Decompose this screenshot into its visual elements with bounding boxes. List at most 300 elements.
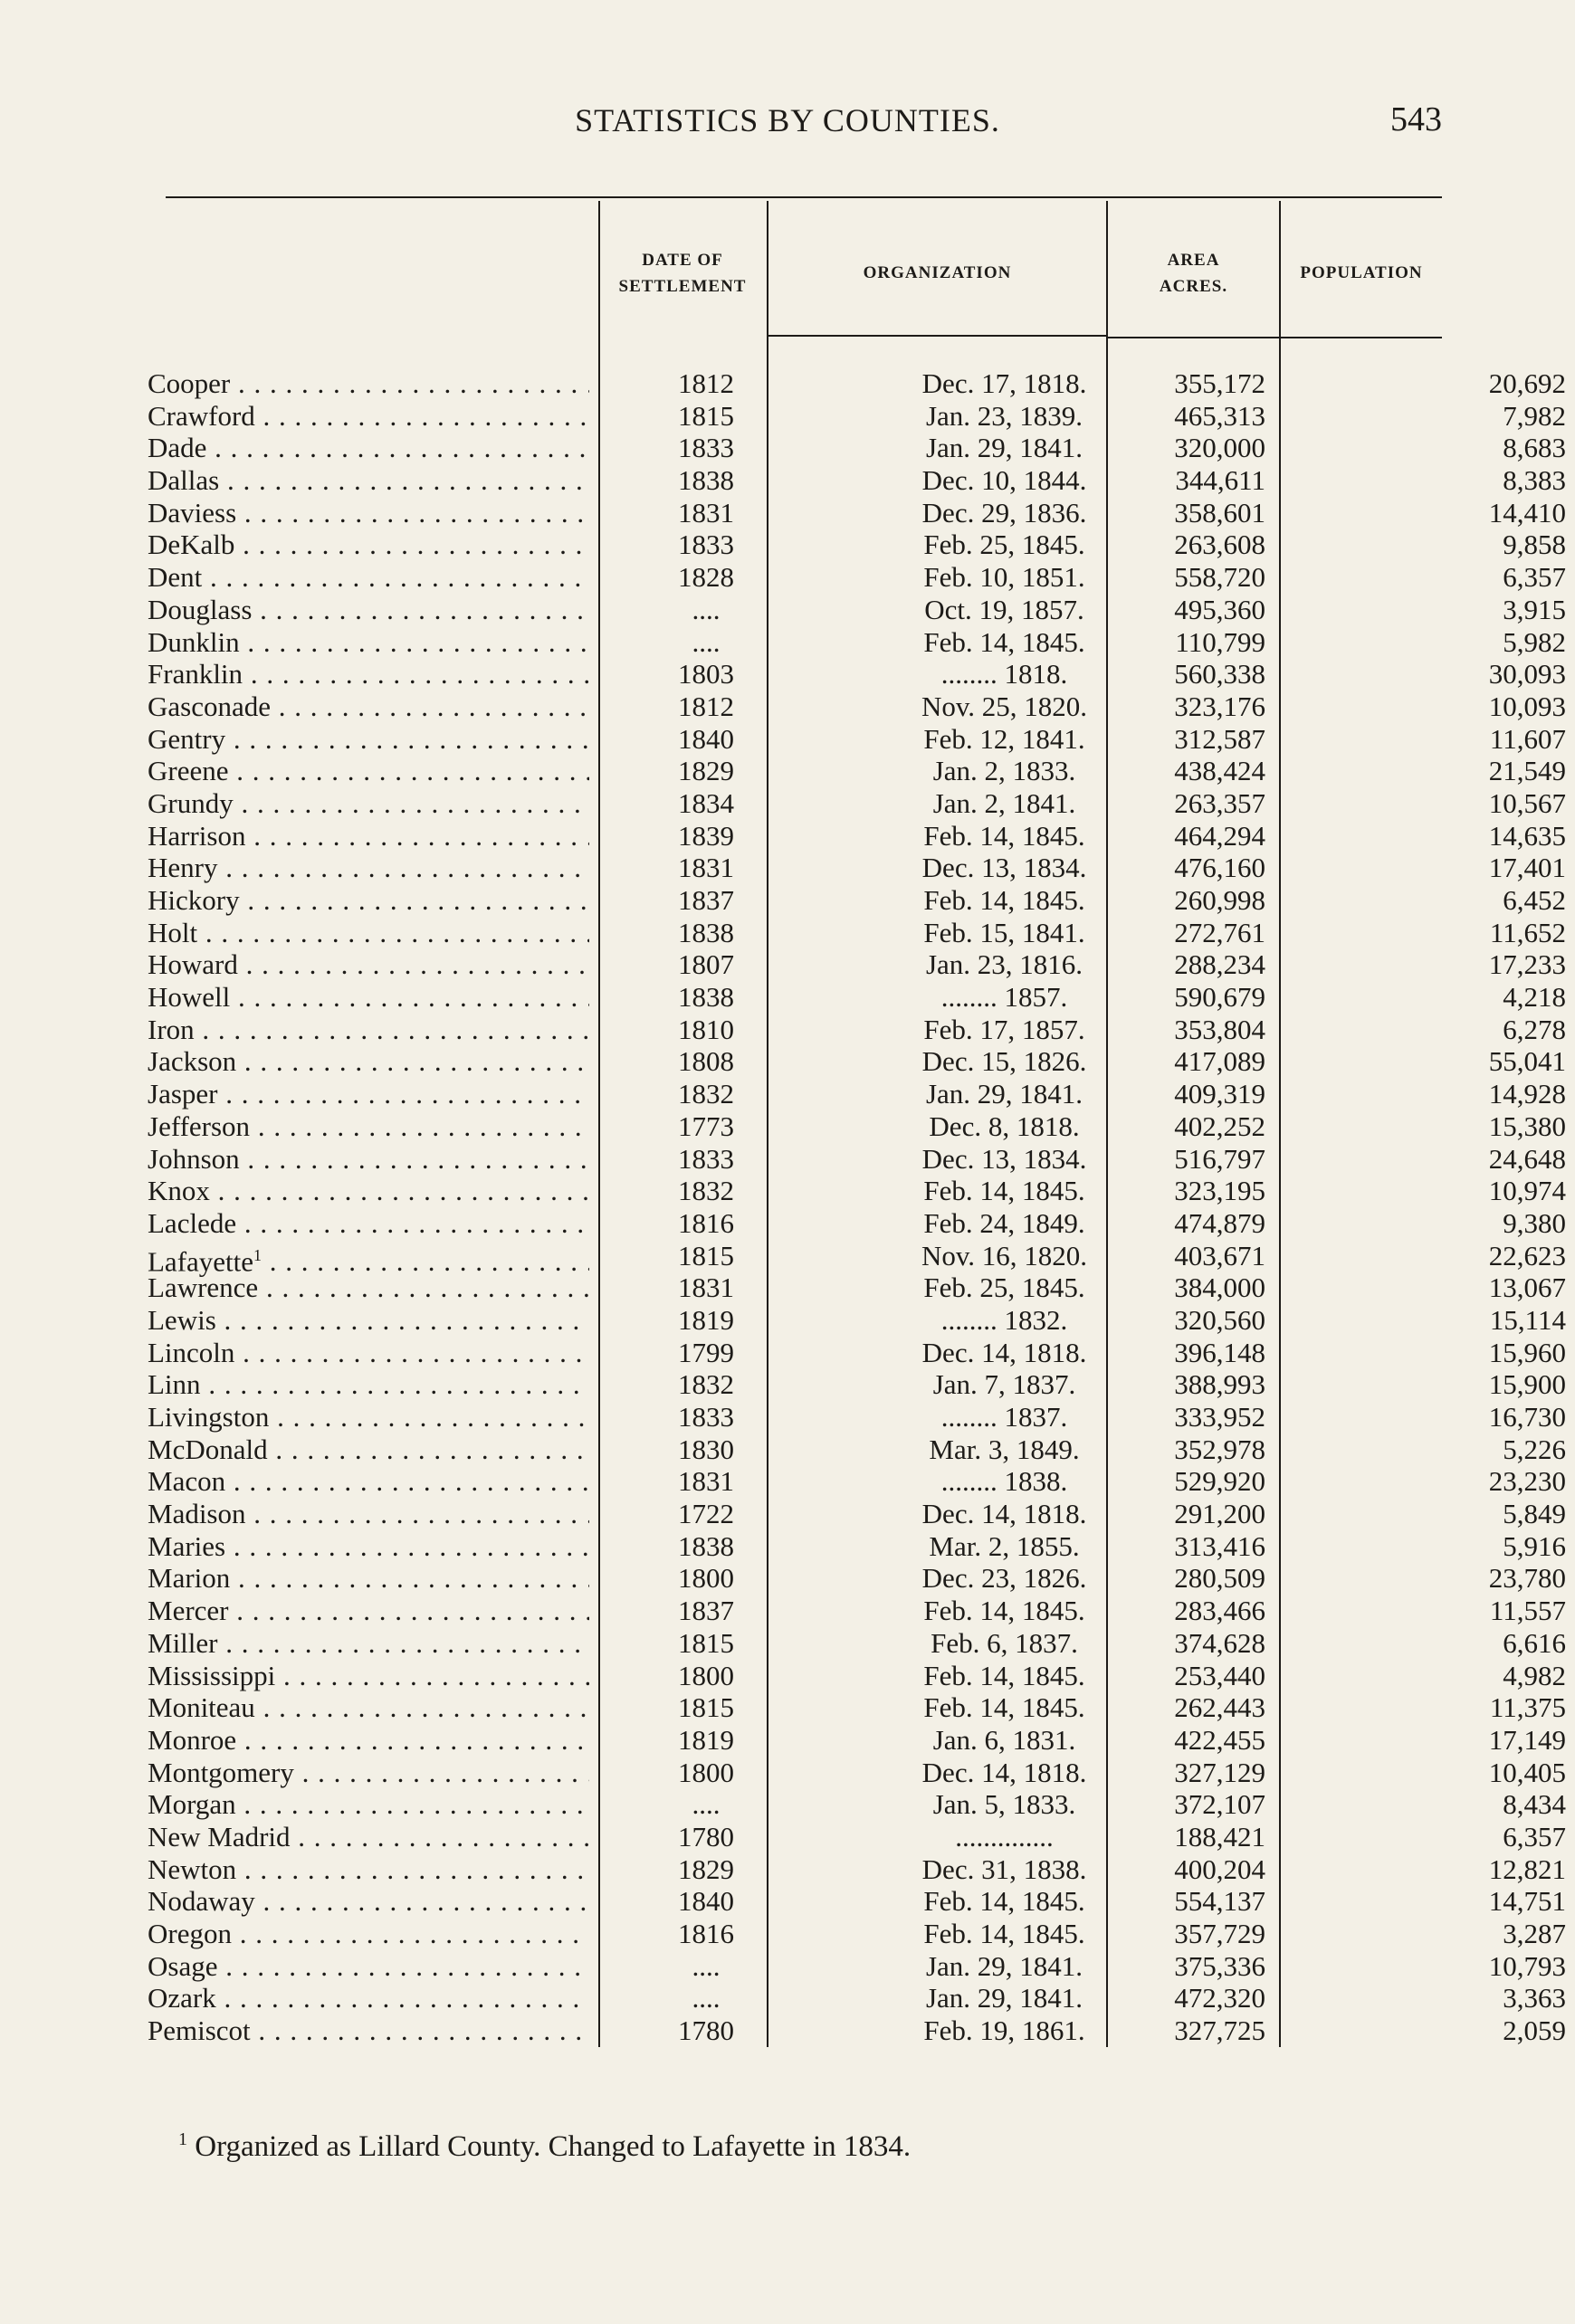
area-acres: 388,993 [1174, 1368, 1265, 1401]
population-value: 10,974 [1488, 1175, 1566, 1207]
organization-date: ........ 1832. [940, 1303, 1068, 1336]
population-value: 30,093 [1488, 658, 1566, 691]
header-settlement-line1: DATE OF [642, 250, 723, 270]
area-acres: 422,455 [1174, 1723, 1265, 1756]
area-acres: 417,089 [1174, 1045, 1265, 1078]
settlement-date: 1837 [678, 884, 734, 916]
settlement-date: 1780 [678, 1820, 734, 1853]
county-name: Newton . . . [148, 1853, 589, 1886]
area-acres: 327,129 [1174, 1756, 1265, 1788]
population-value: 15,380 [1488, 1110, 1566, 1142]
county-name: Madison . . . [148, 1498, 589, 1530]
population-value: 14,635 [1488, 819, 1566, 852]
area-acres: 474,879 [1174, 1206, 1265, 1239]
population-value: 17,401 [1488, 852, 1566, 884]
area-acres: 291,200 [1174, 1498, 1265, 1530]
organization-date: Mar. 2, 1855. [929, 1529, 1080, 1562]
organization-date: Feb. 15, 1841. [923, 916, 1085, 948]
header-area-acres [1108, 210, 1279, 337]
organization-date: Jan. 29, 1841. [925, 432, 1083, 464]
table-row [148, 1045, 1566, 1078]
header-rule [768, 335, 1106, 337]
population-value: 23,230 [1488, 1465, 1566, 1498]
organization-date: Feb. 14, 1845. [923, 625, 1085, 658]
county-name: Miller . . . [148, 1627, 589, 1660]
county-name: Lafayette$^1$ . . . [148, 1240, 589, 1278]
settlement-date: 1799 [678, 1336, 734, 1368]
area-acres: 357,729 [1174, 1918, 1265, 1949]
population-value: 12,821 [1488, 1853, 1566, 1885]
county-name: Gentry . . . [148, 723, 589, 756]
area-acres: 188,421 [1174, 1820, 1265, 1853]
settlement-date: 1800 [678, 1756, 734, 1788]
population-value: 11,375 [1489, 1691, 1566, 1724]
settlement-date: 1815 [678, 1626, 734, 1659]
footnote-marker: 1 [178, 2129, 187, 2149]
county-name: Marion . . . [148, 1562, 589, 1595]
population-value: 22,623 [1488, 1239, 1566, 1272]
settlement-date: 1815 [678, 1691, 734, 1724]
population-value: 17,149 [1488, 1723, 1566, 1756]
table-row [148, 1401, 1566, 1433]
organization-date: Dec. 15, 1826. [921, 1045, 1087, 1078]
settlement-date: 1833 [678, 432, 734, 464]
table-row [148, 1303, 1566, 1337]
header-population-label: POPULATION [1300, 263, 1423, 283]
settlement-date: 1815 [678, 1239, 734, 1272]
organization-date: Dec. 31, 1838. [921, 1853, 1087, 1885]
settlement-date: 1803 [678, 658, 734, 691]
organization-date: Jan. 2, 1833. [932, 755, 1076, 787]
table-row [148, 464, 1566, 497]
settlement-date: 1832 [678, 1368, 734, 1401]
table-row [148, 1336, 1566, 1369]
area-acres: 320,000 [1174, 432, 1265, 464]
population-value: 3,915 [1503, 593, 1566, 625]
organization-date: Oct. 19, 1857. [924, 593, 1084, 625]
area-acres: 323,195 [1174, 1175, 1265, 1207]
settlement-date: 1831 [678, 1465, 734, 1498]
county-name: Grundy . . . [148, 787, 589, 820]
table-row [148, 722, 1566, 756]
area-acres: 333,952 [1174, 1401, 1265, 1433]
table-row [148, 1885, 1566, 1918]
table-row [148, 593, 1566, 626]
population-value: 4,982 [1503, 1659, 1566, 1691]
area-acres: 403,671 [1174, 1239, 1265, 1272]
county-name: Monroe . . . [148, 1724, 589, 1757]
area-acres: 280,509 [1174, 1562, 1265, 1595]
population-value: 8,683 [1503, 432, 1566, 464]
organization-date: Jan. 2, 1841. [932, 786, 1076, 819]
population-value: 5,849 [1503, 1498, 1566, 1530]
area-acres: 554,137 [1174, 1885, 1265, 1918]
county-name: Cooper . . . [148, 367, 589, 400]
settlement-date: 1812 [678, 690, 734, 722]
settlement-date: 1810 [678, 1013, 734, 1045]
area-acres: 400,204 [1174, 1853, 1265, 1885]
settlement-date: .... [692, 1982, 721, 2014]
county-name: Pemiscot . . . [148, 2014, 589, 2047]
table-row [148, 2014, 1566, 2047]
county-name: Iron . . . [148, 1014, 589, 1046]
settlement-date: 1722 [678, 1498, 734, 1530]
settlement-date: 1840 [678, 722, 734, 755]
area-acres: 344,611 [1175, 464, 1265, 497]
area-acres: 590,679 [1174, 981, 1265, 1014]
organization-date: Feb. 14, 1845. [923, 1918, 1085, 1949]
county-name: Daviess . . . [148, 497, 589, 529]
table-row [148, 367, 1566, 400]
county-table [148, 367, 1566, 2047]
county-name: Lewis . . . [148, 1304, 589, 1337]
organization-date: Jan. 23, 1839. [925, 399, 1083, 432]
county-name: Ozark . . . [148, 1982, 589, 2014]
organization-date: .............. [955, 1820, 1054, 1853]
organization-date: Feb. 24, 1849. [923, 1206, 1085, 1239]
table-top-rule [166, 196, 1442, 198]
area-acres: 396,148 [1174, 1336, 1265, 1368]
population-value: 10,793 [1488, 1949, 1566, 1982]
table-row [148, 755, 1566, 787]
population-value: 21,549 [1488, 755, 1566, 787]
table-row [148, 1013, 1566, 1046]
county-name: Henry . . . [148, 852, 589, 884]
table-row [148, 884, 1566, 917]
county-name: Jackson . . . [148, 1045, 589, 1078]
settlement-date: 1834 [678, 786, 734, 819]
area-acres: 560,338 [1174, 658, 1265, 691]
population-value: 9,858 [1503, 529, 1566, 561]
county-name: Harrison . . . [148, 820, 589, 852]
table-row [148, 1820, 1566, 1853]
population-value: 10,567 [1488, 786, 1566, 819]
table-row [148, 1562, 1566, 1595]
county-name: Holt . . . [148, 917, 589, 949]
organization-date: Jan. 7, 1837. [932, 1368, 1076, 1401]
area-acres: 283,466 [1174, 1595, 1265, 1627]
organization-date: ........ 1837. [940, 1401, 1068, 1433]
area-acres: 372,107 [1174, 1788, 1265, 1821]
population-value: 16,730 [1488, 1401, 1566, 1433]
organization-date: Jan. 5, 1833. [932, 1788, 1076, 1821]
organization-date: Feb. 14, 1845. [923, 1659, 1085, 1691]
settlement-date: 1828 [678, 561, 734, 594]
area-acres: 375,336 [1174, 1949, 1265, 1982]
settlement-date: 1838 [678, 981, 734, 1014]
population-value: 10,405 [1488, 1756, 1566, 1788]
table-row [148, 561, 1566, 594]
table-row [148, 658, 1566, 691]
header-area-line1: AREA [1167, 250, 1220, 270]
settlement-date: 1831 [678, 1272, 734, 1304]
county-name: Montgomery . . . [148, 1757, 589, 1789]
table-row [148, 690, 1566, 723]
organization-date: Feb. 25, 1845. [923, 529, 1085, 561]
header-rule [1108, 337, 1442, 338]
area-acres: 495,360 [1174, 593, 1265, 625]
settlement-date: 1839 [678, 819, 734, 852]
area-acres: 263,608 [1174, 529, 1265, 561]
county-name: New Madrid . . . [148, 1821, 589, 1853]
population-value: 6,357 [1503, 1820, 1566, 1853]
page-title: STATISTICS BY COUNTIES. [575, 102, 1000, 138]
population-value: 24,648 [1488, 1142, 1566, 1175]
organization-date: Dec. 10, 1844. [921, 464, 1087, 497]
header-organization [768, 210, 1106, 337]
organization-date: Mar. 3, 1849. [929, 1433, 1080, 1465]
county-name: Mississippi . . . [148, 1660, 589, 1692]
area-acres: 263,357 [1174, 786, 1265, 819]
population-value: 4,218 [1503, 981, 1566, 1014]
settlement-date: 1812 [678, 367, 734, 399]
organization-date: Nov. 16, 1820. [921, 1239, 1088, 1272]
table-row [148, 1110, 1566, 1143]
organization-date: ........ 1818. [940, 658, 1068, 691]
table-row [148, 819, 1566, 852]
population-value: 6,357 [1503, 561, 1566, 594]
footnote-ref: 1 [253, 1245, 262, 1264]
table-row [148, 981, 1566, 1014]
population-value: 20,692 [1488, 367, 1566, 399]
county-name: Linn . . . [148, 1368, 589, 1401]
settlement-date: .... [692, 593, 721, 625]
area-acres: 288,234 [1174, 948, 1265, 981]
population-value: 11,652 [1489, 916, 1566, 948]
settlement-date: 1832 [678, 1175, 734, 1207]
population-value: 14,751 [1488, 1885, 1566, 1918]
organization-date: Dec. 14, 1818. [921, 1498, 1087, 1530]
settlement-date: .... [692, 1949, 721, 1982]
area-acres: 558,720 [1174, 561, 1265, 594]
area-acres: 402,252 [1174, 1110, 1265, 1142]
settlement-date: 1829 [678, 1853, 734, 1885]
organization-date: Feb. 25, 1845. [923, 1272, 1085, 1304]
area-acres: 272,761 [1174, 916, 1265, 948]
table-row [148, 948, 1566, 981]
area-acres: 260,998 [1174, 884, 1265, 916]
population-value: 8,434 [1503, 1788, 1566, 1821]
population-value: 5,226 [1503, 1433, 1566, 1465]
population-value: 3,363 [1503, 1982, 1566, 2014]
organization-date: ........ 1838. [940, 1465, 1068, 1498]
population-value: 8,383 [1503, 464, 1566, 497]
table-row [148, 1175, 1566, 1207]
county-name: Lincoln . . . [148, 1337, 589, 1369]
organization-date: Feb. 14, 1845. [923, 819, 1085, 852]
table-row [148, 1142, 1566, 1176]
table-row [148, 916, 1566, 949]
county-name: Jefferson . . . [148, 1110, 589, 1143]
table-row [148, 1239, 1566, 1277]
table-row [148, 1595, 1566, 1627]
county-name: Moniteau . . . [148, 1691, 589, 1724]
organization-date: Dec. 14, 1818. [921, 1756, 1087, 1788]
area-acres: 465,313 [1174, 399, 1265, 432]
population-value: 55,041 [1488, 1045, 1566, 1078]
area-acres: 327,725 [1174, 2014, 1265, 2047]
settlement-date: 1807 [678, 948, 734, 981]
settlement-date: 1833 [678, 1142, 734, 1175]
population-value: 6,616 [1503, 1626, 1566, 1659]
area-acres: 313,416 [1174, 1529, 1265, 1562]
table-row [148, 1756, 1566, 1789]
area-acres: 409,319 [1174, 1078, 1265, 1110]
area-acres: 253,440 [1174, 1659, 1265, 1691]
settlement-date: 1840 [678, 1885, 734, 1918]
population-value: 11,607 [1489, 722, 1566, 755]
area-acres: 320,560 [1174, 1303, 1265, 1336]
table-row [148, 1949, 1566, 1983]
table-row [148, 1206, 1566, 1240]
table-row [148, 496, 1566, 529]
area-acres: 516,797 [1174, 1142, 1265, 1175]
settlement-date: 1773 [678, 1110, 734, 1142]
settlement-date: 1830 [678, 1433, 734, 1465]
area-acres: 476,160 [1174, 852, 1265, 884]
organization-date: Jan. 29, 1841. [925, 1078, 1083, 1110]
county-name: Macon . . . [148, 1465, 589, 1498]
settlement-date: .... [692, 1788, 721, 1821]
header-date-of-settlement [598, 210, 767, 337]
table-row [148, 1659, 1566, 1692]
population-value: 6,278 [1503, 1013, 1566, 1045]
settlement-date: 1815 [678, 399, 734, 432]
table-row [148, 1529, 1566, 1563]
county-name: Douglass . . . [148, 594, 589, 626]
area-acres: 262,443 [1174, 1691, 1265, 1724]
organization-date: Feb. 14, 1845. [923, 1595, 1085, 1627]
area-acres: 353,804 [1174, 1013, 1265, 1045]
area-acres: 312,587 [1174, 722, 1265, 755]
county-name: Dade . . . [148, 432, 589, 464]
area-acres: 384,000 [1174, 1272, 1265, 1304]
settlement-date: 1780 [678, 2014, 734, 2047]
table-row [148, 852, 1566, 884]
county-name: McDonald . . . [148, 1433, 589, 1466]
table-row [148, 1498, 1566, 1530]
population-value: 14,410 [1488, 496, 1566, 529]
county-name: Hickory . . . [148, 884, 589, 917]
area-acres: 438,424 [1174, 755, 1265, 787]
county-name: Maries . . . [148, 1530, 589, 1563]
organization-date: Jan. 29, 1841. [925, 1982, 1083, 2014]
population-value: 2,059 [1503, 2014, 1566, 2047]
table-row [148, 1982, 1566, 2014]
footnote [178, 2129, 911, 2164]
settlement-date: 1831 [678, 852, 734, 884]
population-value: 5,916 [1503, 1529, 1566, 1562]
population-value: 6,452 [1503, 884, 1566, 916]
page-number: 543 [1390, 100, 1442, 138]
county-name: Laclede . . . [148, 1207, 589, 1240]
table-row [148, 1918, 1566, 1950]
table-row [148, 1788, 1566, 1821]
table-row [148, 529, 1566, 561]
footnote-text: Organized as Lillard County. Changed to Lafayette in 1834. [195, 2130, 912, 2163]
county-name: Howell . . . [148, 981, 589, 1014]
county-name: Oregon . . . [148, 1918, 589, 1950]
settlement-date: 1831 [678, 496, 734, 529]
settlement-date: 1838 [678, 1529, 734, 1562]
organization-date: Feb. 14, 1845. [923, 1175, 1085, 1207]
organization-date: Dec. 13, 1834. [921, 852, 1087, 884]
county-name: Dent . . . [148, 561, 589, 594]
settlement-date: 1838 [678, 916, 734, 948]
settlement-date: 1829 [678, 755, 734, 787]
organization-date: Dec. 13, 1834. [921, 1142, 1087, 1175]
table-row [148, 432, 1566, 464]
organization-date: Jan. 6, 1831. [932, 1723, 1076, 1756]
population-value: 15,900 [1488, 1368, 1566, 1401]
county-name: Johnson . . . [148, 1143, 589, 1176]
county-name: Lawrence . . . [148, 1272, 589, 1304]
settlement-date: 1816 [678, 1918, 734, 1949]
county-name: Nodaway . . . [148, 1885, 589, 1918]
area-acres: 110,799 [1175, 625, 1265, 658]
organization-date: Feb. 19, 1861. [923, 2014, 1085, 2047]
settlement-date: 1832 [678, 1078, 734, 1110]
county-name: Dunklin . . . [148, 626, 589, 659]
county-name: Crawford . . . [148, 400, 589, 433]
county-name: Morgan . . . [148, 1788, 589, 1821]
area-acres: 355,172 [1174, 367, 1265, 399]
settlement-date: 1808 [678, 1045, 734, 1078]
population-value: 10,093 [1488, 690, 1566, 722]
table-row [148, 1853, 1566, 1886]
organization-date: Feb. 17, 1857. [923, 1013, 1085, 1045]
county-name: DeKalb . . . [148, 529, 589, 561]
county-name: Osage . . . [148, 1950, 589, 1983]
county-name: Dallas . . . [148, 464, 589, 497]
organization-date: Feb. 14, 1845. [923, 884, 1085, 916]
area-acres: 374,628 [1174, 1626, 1265, 1659]
population-value: 13,067 [1488, 1272, 1566, 1304]
population-value: 15,114 [1489, 1303, 1566, 1336]
organization-date: Feb. 6, 1837. [931, 1626, 1078, 1659]
organization-date: Dec. 17, 1818. [921, 367, 1087, 399]
population-value: 9,380 [1503, 1206, 1566, 1239]
area-acres: 472,320 [1174, 1982, 1265, 2014]
county-name: Knox . . . [148, 1175, 589, 1207]
table-row [148, 1368, 1566, 1401]
county-name: Jasper . . . [148, 1078, 589, 1110]
area-acres: 358,601 [1174, 496, 1265, 529]
area-acres: 352,978 [1174, 1433, 1265, 1465]
organization-date: Nov. 25, 1820. [921, 690, 1088, 722]
population-value: 15,960 [1488, 1336, 1566, 1368]
settlement-date: 1819 [678, 1303, 734, 1336]
county-name: Franklin . . . [148, 658, 589, 691]
organization-date: Feb. 14, 1845. [923, 1691, 1085, 1724]
organization-date: Dec. 14, 1818. [921, 1336, 1087, 1368]
table-row [148, 399, 1566, 433]
population-value: 5,982 [1503, 625, 1566, 658]
population-value: 7,982 [1503, 399, 1566, 432]
organization-date: Feb. 12, 1841. [923, 722, 1085, 755]
county-name: Greene . . . [148, 755, 589, 787]
header-settlement-line2: SETTLEMENT [618, 277, 747, 296]
area-acres: 529,920 [1174, 1465, 1265, 1498]
table-row [148, 1078, 1566, 1110]
table-row [148, 786, 1566, 820]
population-value: 17,233 [1488, 948, 1566, 981]
settlement-date: 1819 [678, 1723, 734, 1756]
population-value: 11,557 [1489, 1595, 1566, 1627]
header-organization-label: ORGANIZATION [863, 263, 1012, 283]
area-acres: 464,294 [1174, 819, 1265, 852]
population-value: 23,780 [1488, 1562, 1566, 1595]
